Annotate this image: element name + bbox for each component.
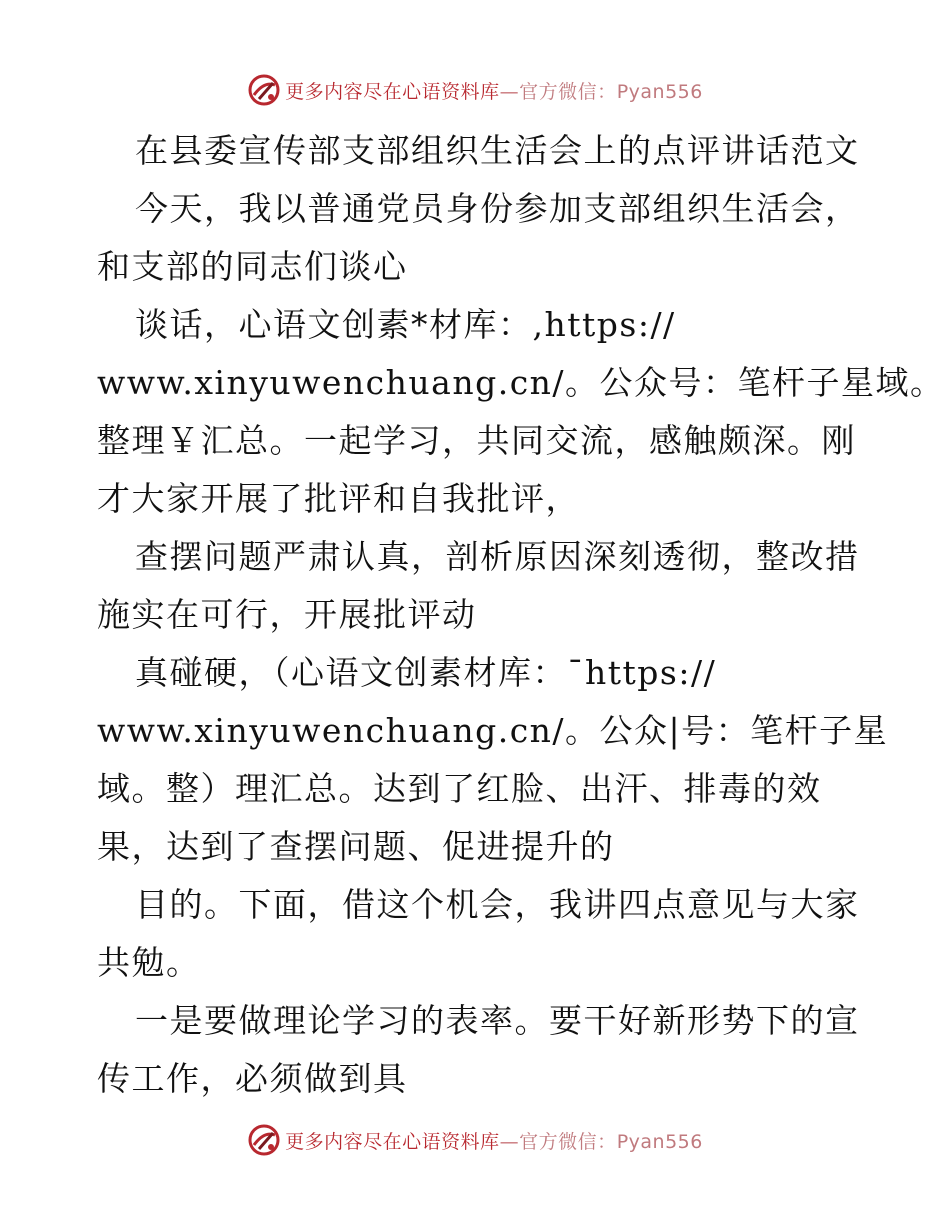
- paragraph-line: 谈话，心语文创素*材库：,https://: [135, 305, 676, 344]
- footer-banner-separator: —: [499, 1130, 520, 1153]
- footer-banner: [0, 1120, 950, 1160]
- footer-banner-main: 更多内容尽在心语资料库: [285, 1130, 500, 1153]
- document-title: 在县委宣传部支部组织生活会上的点评讲话范文: [135, 131, 860, 170]
- header-banner-main: 更多内容尽在心语资料库: [285, 80, 500, 103]
- paragraph-line: www.xinyuwenchuang.cn/。公众|号：笔杆子星: [97, 711, 889, 750]
- footer-wechat-label: 官方微信：: [519, 1130, 617, 1153]
- paragraph-line: 目的。下面，借这个机会，我讲四点意见与大家: [135, 885, 860, 924]
- document-body: [97, 122, 945, 1108]
- header-wechat-id: Pyan556: [616, 80, 703, 103]
- footer-banner-text: [285, 1127, 703, 1154]
- paragraph-line: 施实在可行，开展批评动: [97, 595, 477, 634]
- footer-wechat-id: Pyan556: [616, 1130, 703, 1153]
- paragraph-line: www.xinyuwenchuang.cn/。公众号：笔杆子星域。: [97, 363, 945, 402]
- header-banner: [0, 70, 950, 110]
- paragraph-line: 才大家开展了批评和自我批评，: [97, 479, 580, 518]
- paragraph-line: 传工作，必须做到具: [97, 1059, 408, 1098]
- paragraph-line: 一是要做理论学习的表率。要干好新形势下的宣: [135, 1001, 860, 1040]
- header-banner-separator: —: [499, 80, 520, 103]
- library-logo-icon: [247, 1123, 281, 1157]
- header-wechat-label: 官方微信：: [519, 80, 617, 103]
- paragraph-line: 查摆问题严肃认真，剖析原因深刻透彻，整改措: [135, 537, 860, 576]
- paragraph-line: 域。整）理汇总。达到了红脸、出汗、排毒的效: [97, 769, 822, 808]
- paragraph-line: 真碰硬，（心语文创素材库：¯https://: [135, 653, 717, 692]
- paragraph-line: 和支部的同志们谈心: [97, 247, 408, 286]
- paragraph-line: 今天，我以普通党员身份参加支部组织生活会，: [135, 189, 860, 228]
- paragraph-line: 果，达到了查摆问题、促进提升的: [97, 827, 615, 866]
- library-logo-icon: [247, 73, 281, 107]
- paragraph-line: 共勉。: [97, 943, 201, 982]
- header-banner-text: [285, 77, 703, 104]
- paragraph-line: 整理￥汇总。一起学习，共同交流，感触颇深。刚: [97, 421, 856, 460]
